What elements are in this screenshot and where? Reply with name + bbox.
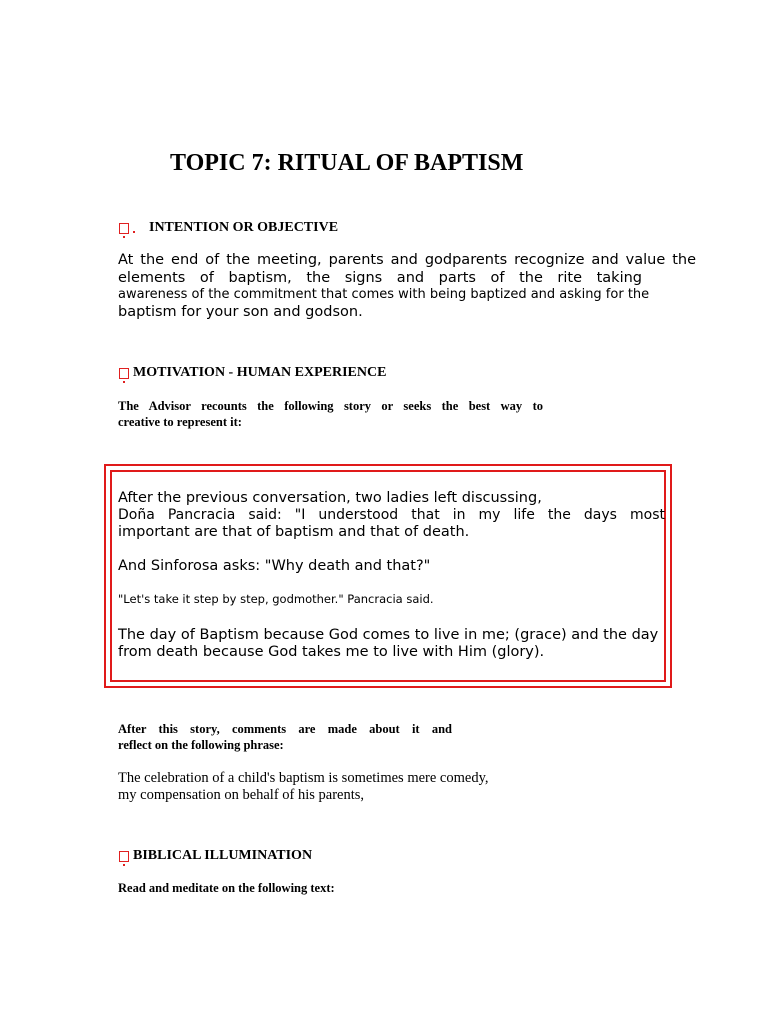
biblical-intro: Read and meditate on the following text: [118,881,335,895]
objective-line-2: elements of baptism, the signs and parts of the rite taking [118,270,642,286]
objective-line-3: awareness of the commitment that comes with being baptized and asking for the [118,287,650,302]
story-line-7: from death because God takes me to live with Him (glory). [118,644,545,660]
motivation-intro-line-2: creative to represent it: [118,415,242,429]
story-line-6: The day of Baptism because God comes to live in me; (grace) and the day [118,627,659,643]
bullet-icon [119,368,129,379]
story-line-1: After the previous conversation, two ladies left discussing, [118,490,542,506]
story-line-3: important are that of baptism and that of death. [118,524,470,540]
story-line-2: Doña Pancracia said: "I understood that in my life the days most [118,507,665,523]
objective-line-4: baptism for your son and godson. [118,304,363,320]
after-story-line-1: After this story, comments are made about it and [118,722,452,736]
phrase-line-2: my compensation on behalf of his parents, [118,787,365,803]
page-title: TOPIC 7: RITUAL OF BAPTISM [170,150,524,176]
objective-heading-text: INTENTION OR OBJECTIVE [149,220,339,235]
biblical-heading-text: BIBLICAL ILLUMINATION [133,848,313,863]
bullet-icon [119,851,129,862]
story-line-4: And Sinforosa asks: "Why death and that?" [118,558,431,574]
motivation-heading [119,365,386,381]
bullet-dot-icon [133,231,135,233]
objective-heading [119,220,338,236]
phrase-line-1: The celebration of a child's baptism is sometimes mere comedy, [118,770,489,786]
biblical-heading [119,848,312,864]
motivation-intro-line-1: The Advisor recounts the following story or seeks the best way to [118,399,543,413]
after-story-line-2: reflect on the following phrase: [118,738,284,752]
story-line-5: "Let's take it step by step, godmother." Pancracia said. [118,592,434,606]
objective-line-1: At the end of the meeting, parents and godparents recognize and value the [118,252,696,268]
motivation-heading-text: MOTIVATION - HUMAN EXPERIENCE [133,365,387,380]
bullet-icon [119,223,129,234]
